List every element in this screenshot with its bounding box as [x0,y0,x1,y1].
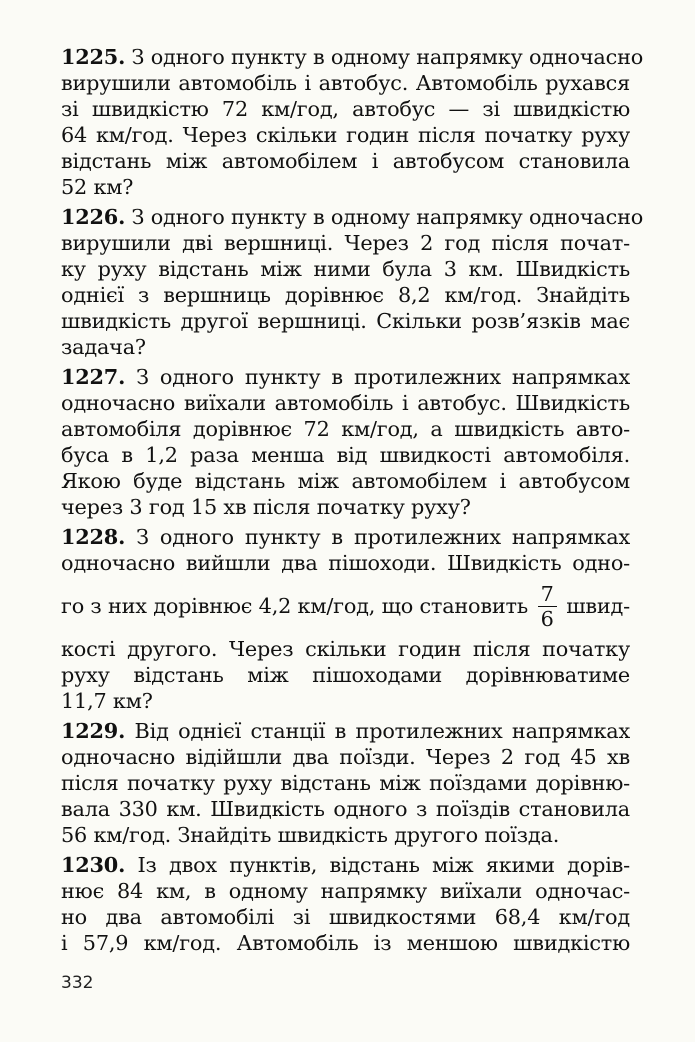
problem-number: 1227. [61,364,126,389]
problem-text: зі швидкістю 72 км/год, автобус — зі швидкістю [61,97,630,121]
problem-text: вирушили автомобіль і автобус. Автомобіль рухався [61,71,630,95]
problem-text: швид- [566,594,630,618]
problem-text: 52 км? [61,175,134,199]
problem-number: 1226. [61,204,126,229]
problem-text: З одного пункту в одному напрямку одночасно [125,205,644,229]
problem-text: одночасно виїхали автомобіль і автобус. Швидкість [61,391,630,415]
problem-text: З одного пункту в протилежних напрямках [125,365,630,389]
problem-text: одночасно вийшли два пішоходи. Швидкість одно- [61,551,630,575]
problem-number: 1229. [61,718,126,743]
problem-text: З одного пункту в одному напрямку одночасно [125,45,644,69]
problem-text: вирушили дві вершниці. Через 2 год після почат- [61,231,630,255]
problem-text: но два автомобілі зі швидкостями 68,4 км/год [61,905,630,929]
problem-text: З одного пункту в протилежних напрямках [125,525,630,549]
fraction-line [61,576,630,636]
problem-text: нює 84 км, в одному напрямку виїхали одночас- [61,879,630,903]
problem-text: однієї з вершниць дорівнює 8,2 км/год. Знайдіть [61,283,630,307]
fraction-numerator: 7 [538,583,557,607]
problem-1230 [61,852,630,956]
problem-number: 1228. [61,524,126,549]
problem-text: вала 330 км. Швидкість одного з поїздів становила [61,797,630,821]
problem-text: кості другого. Через скільки годин після початку [61,637,630,661]
problem-text: швидкість другої вершниці. Скільки розв’язків має [61,309,630,333]
problem-text: через 3 год 15 хв після початку руху? [61,495,471,519]
problem-1229 [61,718,630,848]
problem-number: 1225. [61,44,126,69]
problem-text: одночасно відійшли два поїзди. Через 2 год 45 хв [61,745,630,769]
problem-text: задача? [61,335,146,359]
problem-1226 [61,204,644,360]
problem-text: го з них дорівнює 4,2 км/год, що становить [61,594,528,618]
problem-text: 64 км/год. Через скільки годин після початку руху [61,123,630,147]
problem-text: буса в 1,2 раза менша від швидкості автомобіля. [61,443,630,467]
problem-text: і 57,9 км/год. Автомобіль із меншою швидкістю [61,931,630,955]
page-body [61,44,644,960]
problem-1228 [61,524,630,714]
problem-text: Із двох пунктів, відстань між якими дорів- [125,853,630,877]
problem-text: автомобіля дорівнює 72 км/год, а швидкість авто- [61,417,630,441]
problem-1227 [61,364,630,520]
problem-text: ку руху відстань між ними була 3 км. Швидкість [61,257,630,281]
problem-number: 1230. [61,852,126,877]
problem-text: відстань між автомобілем і автобусом становила [61,149,630,173]
problem-text: 56 км/год. Знайдіть швидкість другого поїзда. [61,823,560,847]
problem-1225 [61,44,644,200]
problem-text: Якою буде відстань між автомобілем і автобусом [61,469,630,493]
problem-text: після початку руху відстань між поїздами дорівню- [61,771,630,795]
fraction-denominator: 6 [540,606,554,631]
problem-text: Від однієї станції в протилежних напрямках [125,719,630,743]
problem-text: руху відстань між пішоходами дорівнюватиме [61,663,630,687]
page-number: 332 [61,973,94,993]
fraction [538,583,557,630]
problem-text: 11,7 км? [61,689,153,713]
